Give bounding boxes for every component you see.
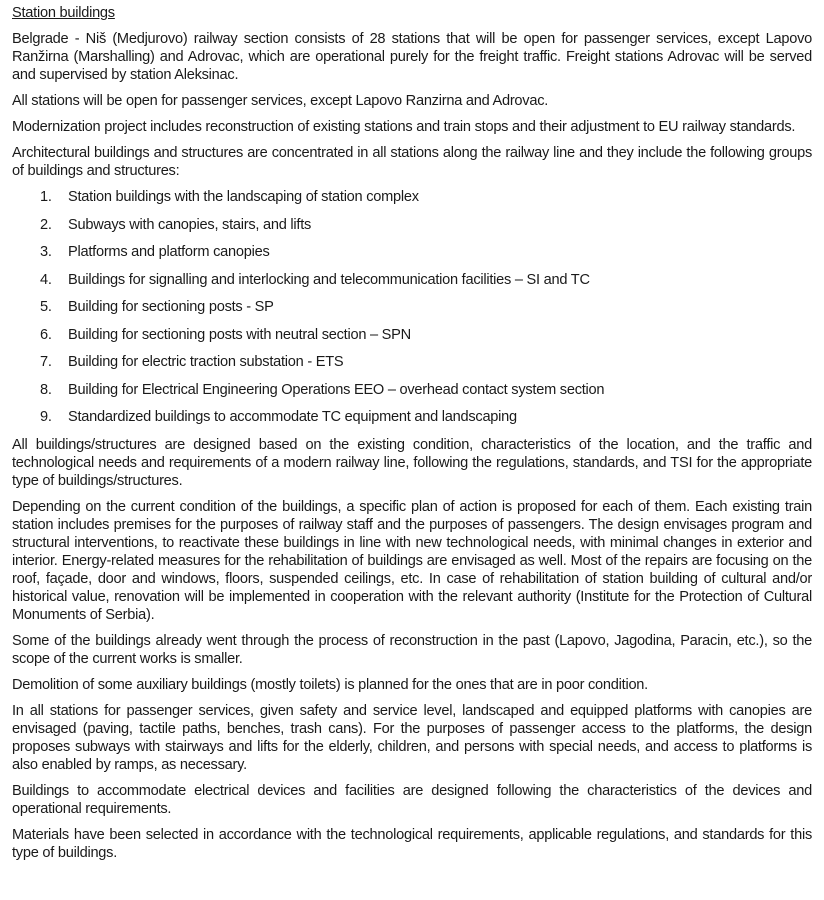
paragraph-platforms-access: In all stations for passenger services, given safety and service level, landscaped and equipped platforms with canopies are envisaged (paving, tactile paths, benches, trash cans). For the purposes of passenger access to the platforms, the design proposes subways with stairways and lifts for the elderly, children, and persons with special needs, and access to platforms is also enabled by ramps, as necessary. bbox=[12, 702, 812, 773]
list-text: Subways with canopies, stairs, and lifts bbox=[68, 216, 312, 233]
paragraph-design-basis: All buildings/structures are designed based on the existing condition, characteristics of the location, and the traffic and technological needs and requirements of a modern railway line, following the regulations, standards, and TSI for the appropriate type of buildings/structures. bbox=[12, 436, 812, 489]
list-text: Building for sectioning posts with neutral section – SPN bbox=[68, 326, 411, 343]
building-groups-list bbox=[12, 188, 812, 426]
paragraph-passenger-services: All stations will be open for passenger services, except Lapovo Ranzirna and Adrovac. bbox=[12, 93, 549, 109]
list-number: 6. bbox=[40, 326, 52, 343]
list-text: Station buildings with the landscaping of station complex bbox=[68, 189, 419, 205]
list-text: Building for electric traction substation - ETS bbox=[68, 354, 344, 370]
list-item bbox=[12, 408, 812, 426]
list-number: 4. bbox=[40, 271, 52, 288]
paragraph-stations-overview: Belgrade - Niš (Medjurovo) railway section consists of 28 stations that will be open for passenger services, except Lapovo Ranžirna (Marshalling) and Adrovac, which are operational purely for the freight traffic. Freight stations Adrovac will be served and supervised by station Aleksinac. bbox=[12, 31, 812, 83]
paragraph-architectural-groups: Architectural buildings and structures are concentrated in all stations along the railway line and they include the following groups of buildings and structures: bbox=[12, 145, 812, 179]
list-number: 9. bbox=[40, 409, 52, 425]
list-number: 1. bbox=[40, 189, 52, 205]
list-item bbox=[12, 188, 812, 206]
list-number: 3. bbox=[40, 244, 52, 260]
paragraph-demolition: Demolition of some auxiliary buildings (mostly toilets) is planned for the ones that are in poor condition. bbox=[12, 676, 648, 693]
list-number: 7. bbox=[40, 354, 52, 370]
list-text: Buildings for signalling and interlocking and telecommunication facilities – SI and TC bbox=[68, 271, 590, 288]
paragraph-materials: Materials have been selected in accordance with the technological requirements, applicable regulations, and standards for this type of buildings. bbox=[12, 826, 812, 861]
list-item bbox=[12, 353, 812, 371]
list-number: 8. bbox=[40, 381, 52, 398]
list-text: Standardized buildings to accommodate TC equipment and landscaping bbox=[68, 409, 517, 425]
paragraph-plan-of-action: Depending on the current condition of the buildings, a specific plan of action is proposed for each of them. Each existing train station includes premises for the purposes of railway staff and the purposes of passengers. The design envisages program and structural interventions, to reactivate these buildings in line with new technological needs, with minimal changes in exterior and interior. Energy-related measures for the rehabilitation of buildings are envisaged as well. Most of the repairs are focusing on the roof, façade, door and windows, floors, suspended ceilings, etc. In case of rehabilitation of station building of cultural and/or historical value, renovation will be implemented in cooperation with the relevant authority (Institute for the Protection of Cultural Monuments of Serbia). bbox=[12, 498, 812, 623]
list-item bbox=[12, 271, 812, 289]
list-text: Platforms and platform canopies bbox=[68, 244, 270, 260]
list-number: 5. bbox=[40, 299, 52, 315]
list-item bbox=[12, 243, 812, 261]
list-text: Building for sectioning posts - SP bbox=[68, 299, 274, 315]
list-item bbox=[12, 216, 812, 234]
list-item bbox=[12, 326, 812, 344]
list-text: Building for Electrical Engineering Operations EEO – overhead contact system section bbox=[68, 381, 605, 398]
list-item bbox=[12, 298, 812, 316]
list-item bbox=[12, 381, 812, 399]
paragraph-electrical-buildings: Buildings to accommodate electrical devices and facilities are designed following the characteristics of the devices and operational requirements. bbox=[12, 782, 812, 817]
paragraph-modernization: Modernization project includes reconstruction of existing stations and train stops and their adjustment to EU railway standards. bbox=[12, 119, 796, 135]
section-title: Station buildings bbox=[12, 5, 115, 21]
paragraph-past-reconstruction: Some of the buildings already went through the process of reconstruction in the past (Lapovo, Jagodina, Paracin, etc.), so the scope of the current works is smaller. bbox=[12, 632, 812, 667]
list-number: 2. bbox=[40, 216, 52, 233]
